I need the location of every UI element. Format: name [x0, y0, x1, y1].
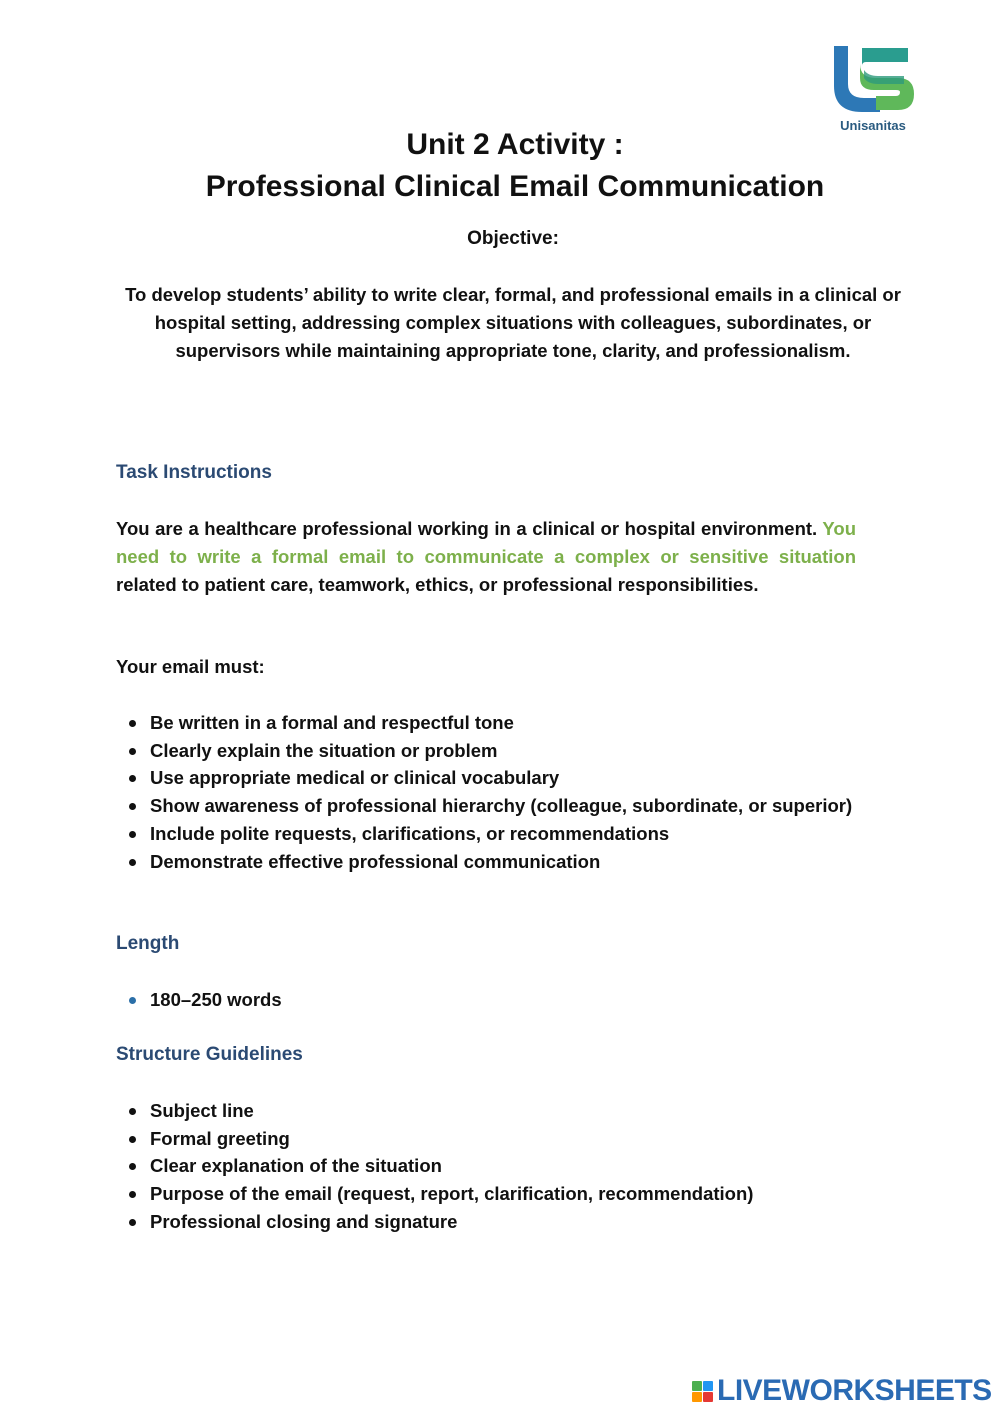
- liveworksheets-text: LIVEWORKSHEETS: [717, 1374, 992, 1407]
- unisanitas-logo-icon: [828, 42, 918, 114]
- requirements-list: [116, 709, 876, 875]
- length-heading: Length: [116, 933, 180, 954]
- liveworksheets-logo-icon: [692, 1381, 713, 1402]
- list-item: Clearly explain the situation or problem: [116, 737, 876, 765]
- list-item: Include polite requests, clarifications, or recommendations: [116, 820, 876, 848]
- liveworksheets-brand: [692, 1374, 992, 1408]
- logo-text: Unisanitas: [840, 118, 906, 133]
- objective-text: To develop students’ ability to write clear, formal, and professional emails in a clinical or hospital setting, addressing complex situations with colleagues, subordinates, or supervisors while maintaining appropriate tone, clarity, and professionalism.: [125, 284, 901, 361]
- structure-guidelines-heading: Structure Guidelines: [116, 1044, 303, 1065]
- length-list: [116, 986, 876, 1014]
- list-item: Clear explanation of the situation: [116, 1152, 876, 1180]
- title-line-2: Professional Clinical Email Communication: [205, 170, 825, 203]
- task-intro-paragraph: [116, 515, 856, 599]
- list-item: Be written in a formal and respectful tone: [116, 709, 876, 737]
- title-line-1: Unit 2 Activity :: [406, 128, 624, 161]
- objective-label: Objective:: [467, 228, 559, 249]
- requirements-label: Your email must:: [116, 656, 265, 677]
- list-item: Use appropriate medical or clinical vocabulary: [116, 764, 876, 792]
- task-instructions-heading: Task Instructions: [116, 462, 272, 483]
- task-intro-part1: You are a healthcare professional working in a clinical or hospital environment.: [116, 518, 818, 539]
- unisanitas-logo: [826, 42, 926, 137]
- list-item: Purpose of the email (request, report, clarification, recommendation): [116, 1180, 876, 1208]
- list-item: Show awareness of professional hierarchy (colleague, subordinate, or superior): [116, 792, 876, 820]
- task-intro-highlight: You need to write a formal email to communicate a complex or sensitive situation: [116, 518, 856, 567]
- structure-list: [116, 1097, 876, 1236]
- list-item: Demonstrate effective professional communication: [116, 848, 876, 876]
- list-item: Professional closing and signature: [116, 1208, 876, 1236]
- task-intro-part2: related to patient care, teamwork, ethics, or professional responsibilities.: [116, 574, 759, 595]
- list-item: Formal greeting: [116, 1125, 876, 1153]
- page-title: [0, 124, 1000, 208]
- list-item: 180–250 words: [116, 986, 876, 1014]
- list-item: Subject line: [116, 1097, 876, 1125]
